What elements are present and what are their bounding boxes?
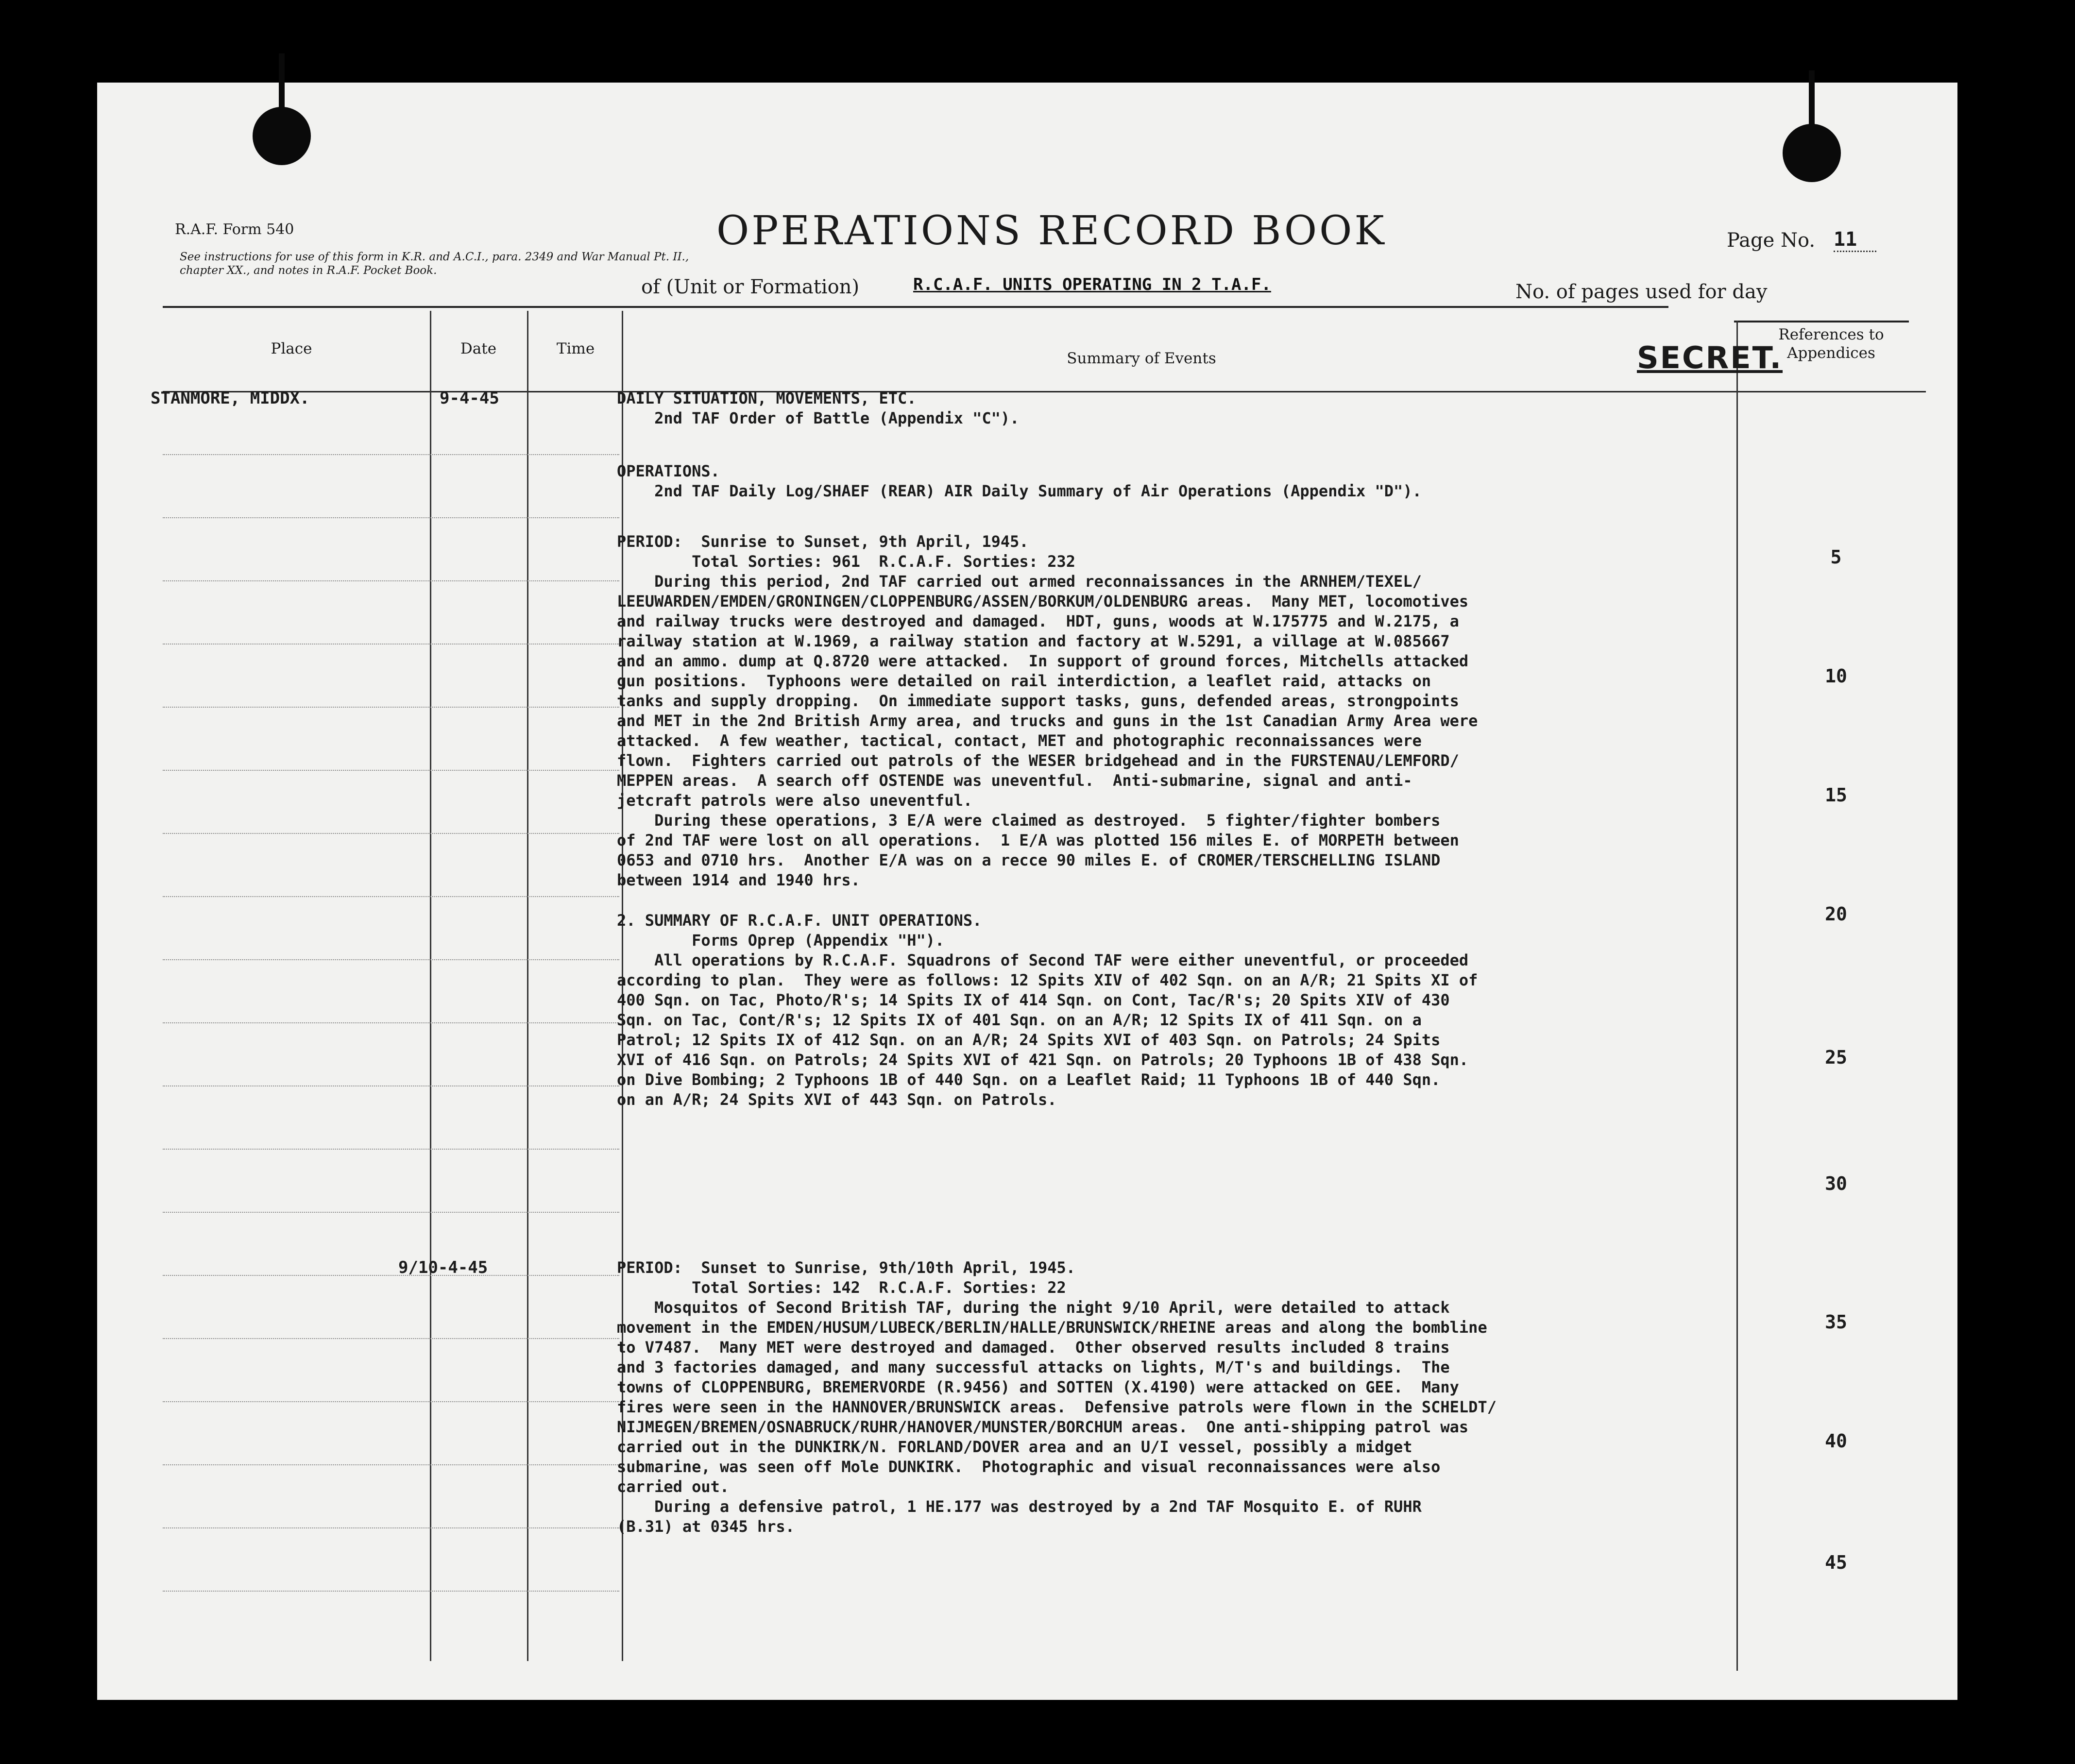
date-entry: 9/10-4-45 bbox=[398, 1258, 488, 1277]
page-label: Page No. bbox=[1727, 229, 1816, 252]
rule-line bbox=[163, 644, 619, 645]
rule-line bbox=[163, 1212, 619, 1213]
rule-line bbox=[163, 707, 619, 708]
punch-hole-left bbox=[253, 107, 311, 165]
unit-label: of (Unit or Formation) bbox=[641, 276, 860, 298]
column-header-summary: Summary of Events bbox=[1067, 350, 1216, 367]
summary-paragraph: 2. SUMMARY OF R.C.A.F. UNIT OPERATIONS. Forms Oprep (Appendix "H"). All operations by R.C.A.F. Squadrons of Second TAF were either uneventful, or proceeded according to plan. They were as follows: 12 Spits XIV of 402 Sqn. on an A/R; 21 Spits XI of 400 Sqn. on Tac, Photo/R's; 14 Spits IX of 414 Sqn. on Cont, Tac/R's; 20 Spits XIV of 430 Sqn. on Tac, Cont/R's; 12 Spits IX of 401 Sqn. on an A/R; 12 Spits IX of 411 Sqn. on a Patrol; 12 Spits IX of 412 Sqn. on an A/R; 24 Spits XVI of 403 Sqn. on Patrols; 24 Spits XVI of 416 Sqn. on Patrols; 24 Spits XVI of 421 Sqn. on Patrols; 20 Typhoons 1B of 438 Sqn. on Dive Bombing; 2 Typhoons 1B of 440 Sqn. on a Leaflet Raid; 11 Typhoons 1B of 440 Sqn. on an A/R; 24 Spits XVI of 443 Sqn. on Patrols. bbox=[617, 911, 1478, 1109]
record-sheet bbox=[97, 83, 1957, 1700]
rule-line bbox=[163, 1527, 619, 1528]
reference-number: 45 bbox=[1825, 1552, 1847, 1573]
header-rule-top bbox=[163, 306, 1668, 308]
rule-line bbox=[163, 1464, 619, 1465]
place-entry: STANMORE, MIDDX. bbox=[151, 389, 310, 408]
summary-paragraph: PERIOD: Sunset to Sunrise, 9th/10th April, 1945. Total Sorties: 142 R.C.A.F. Sorties: 22 Mosquitos of Second British TAF, during the night 9/10 April, were detailed to attack movement in the EMDEN/HUSUM/LUBECK/BERLIN/HALLE/BRUNSWICK/RHEINE areas and along the bombline to V7487. Many MET were destroyed and damaged. Other observed results included 8 trains and 3 factories damaged, and many successful attacks on lights, M/T's and buildings. The towns of CLOPPENBURG, BREMERVORDE (R.9456) and SOTTEN (X.4190) were attacked on GEE. Many fires were seen in the HANNOVER/BRUNSWICK areas. Defensive patrols were flown in the SCHELDT/ NIJMEGEN/BREMEN/OSNABRUCK/RUHR/HANOVER/MUNSTER/BORCHUM areas. One anti-shipping patrol was carried out in the DUNKIRK/N. FORLAND/DOVER area and an U/I vessel, possibly a midget submarine, was seen off Mole DUNKIRK. Photographic and visual reconnaissances were also carried out. During a defensive patrol, 1 HE.177 was destroyed by a 2nd TAF Mosquito E. of RUHR (B.31) at 0345 hrs. bbox=[617, 1258, 1497, 1536]
rule-line bbox=[163, 959, 619, 960]
form-number: R.A.F. Form 540 bbox=[175, 221, 294, 238]
form-instructions: See instructions for use of this form in K.R. and A.C.I., para. 2349 and War Manual Pt. II., chapter XX., and notes in R.A.F. Pocket Book. bbox=[180, 251, 689, 277]
rule-line bbox=[163, 1275, 619, 1276]
reference-number: 30 bbox=[1825, 1173, 1847, 1194]
reference-number: 5 bbox=[1830, 546, 1842, 568]
column-header-references: References to Appendices bbox=[1778, 326, 1884, 362]
rule-line bbox=[163, 454, 619, 455]
column-divider-date bbox=[527, 311, 528, 1661]
summary-paragraph: PERIOD: Sunrise to Sunset, 9th April, 1945. Total Sorties: 961 R.C.A.F. Sorties: 232 During this period, 2nd TAF carried out armed reconnaissances in the ARNHEM/TEXEL/ LEEUWARDEN/EMDEN/GRONINGEN/CLOPPENBURG/ASSEN/BORKUM/OLDENBURG areas. Many MET, locomotives and railway trucks were destroyed and damaged. HDT, guns, woods at W.175775 and W.2175, a railway station at W.1969, a railway station and factory at W.5291, a village at W.085667 and an ammo. dump at Q.8720 were attacked. In support of ground forces, Mitchells attacked gun positions. Typhoons were detailed on rail interdiction, a leaflet raid, attacks on tanks and supply dropping. On immediate support tasks, guns, defended areas, strongpoints and MET in the 2nd British Army area, and trucks and guns in the 1st Canadian Army Area were attacked. A few weather, tactical, contact, MET and photographic reconnaissances were flown. Fighters carried out patrols of the WESER bridgehead and in the FURSTENAU/LEMFORD/ MEPPEN areas. A search off OSTENDE was uneventful. Anti-submarine, signal and anti- jetcraft patrols were also uneventful. During these operations, 3 E/A were claimed as destroyed. 5 fighter/fighter bombers of 2nd TAF were lost on all operations. 1 E/A was plotted 156 miles E. of MORPETH between 0653 and 0710 hrs. Another E/A was on a recce 90 miles E. of CROMER/TERSCHELLING ISLAND between 1914 and 1940 hrs. bbox=[617, 532, 1478, 889]
rule-line bbox=[163, 1022, 619, 1023]
page-number: 11 bbox=[1834, 228, 1876, 252]
reference-number: 10 bbox=[1825, 665, 1847, 687]
unit-value: R.C.A.F. UNITS OPERATING IN 2 T.A.F. bbox=[913, 275, 1271, 294]
column-header-date: Date bbox=[460, 340, 497, 357]
summary-paragraph: OPERATIONS. 2nd TAF Daily Log/SHAEF (REAR) AIR Daily Summary of Air Operations (Appendix "D"). bbox=[617, 462, 1422, 500]
punch-hole-right bbox=[1783, 124, 1841, 182]
classification-stamp: SECRET. bbox=[1637, 340, 1783, 375]
pages-used-label: No. of pages used for day bbox=[1515, 281, 1768, 303]
date-entry: 9-4-45 bbox=[440, 389, 499, 408]
page-title: OPERATIONS RECORD BOOK bbox=[716, 208, 1387, 254]
summary-paragraph: DAILY SITUATION, MOVEMENTS, ETC. 2nd TAF Order of Battle (Appendix "C"). bbox=[617, 389, 1020, 427]
rule-line bbox=[163, 1591, 619, 1592]
column-divider-place bbox=[430, 311, 431, 1661]
rule-line bbox=[163, 580, 619, 581]
reference-number: 15 bbox=[1825, 784, 1847, 806]
reference-number: 40 bbox=[1825, 1430, 1847, 1452]
rule-line bbox=[163, 770, 619, 771]
reference-number: 25 bbox=[1825, 1047, 1847, 1068]
rule-line bbox=[163, 517, 619, 518]
column-header-place: Place bbox=[271, 340, 312, 357]
rule-line bbox=[163, 833, 619, 834]
rule-line bbox=[163, 1338, 619, 1339]
rule-line bbox=[163, 1401, 619, 1402]
reference-number: 20 bbox=[1825, 903, 1847, 925]
rule-line bbox=[163, 896, 619, 897]
column-header-time: Time bbox=[556, 340, 595, 357]
rule-line bbox=[163, 1149, 619, 1150]
reference-number: 35 bbox=[1825, 1311, 1847, 1333]
header-rule-top-right bbox=[1734, 321, 1909, 322]
